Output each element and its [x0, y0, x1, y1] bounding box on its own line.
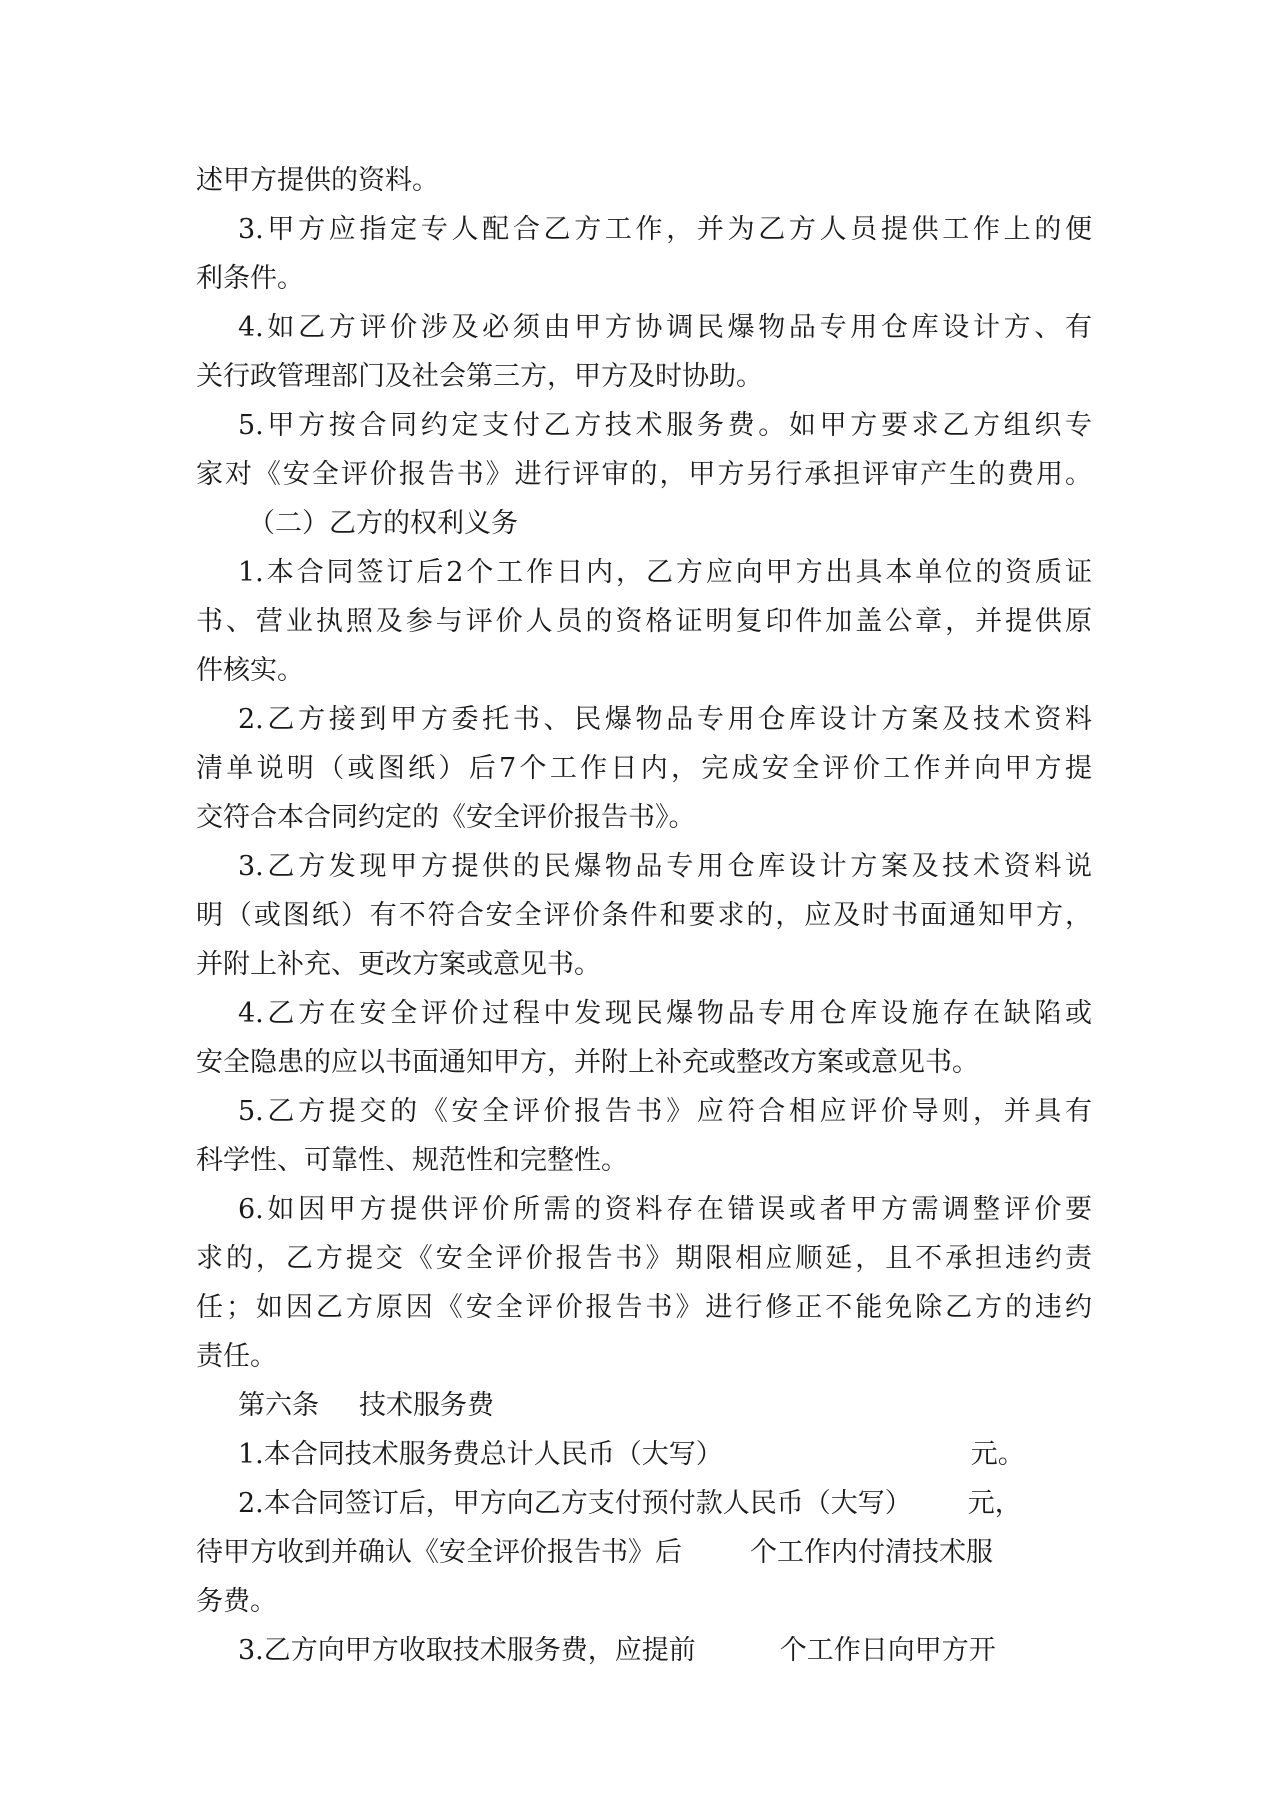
document-body — [196, 156, 1092, 1675]
fee-item-1-unit: 元。 — [970, 1439, 1025, 1470]
text-line: 家对《安全评价报告书》进行评审的，甲方另行承担评审产生的费用。 — [196, 459, 1092, 490]
article-heading — [196, 1381, 1092, 1430]
text-line: 述甲方提供的资料。 — [196, 165, 439, 196]
fee-item-3-tail: 个工作日向甲方开 — [779, 1635, 996, 1666]
text-line: 5.甲方按合同约定支付乙方技术服务费。如甲方要求乙方组织专 — [238, 410, 1092, 441]
text-line: 4.如乙方评价涉及必须由甲方协调民爆物品专用仓库设计方、有 — [238, 312, 1092, 343]
text-line: 任；如因乙方原因《安全评价报告书》进行修正不能免除乙方的违约 — [196, 1292, 1092, 1323]
article-number: 第六条 — [238, 1390, 319, 1421]
text-line: 明（或图纸）有不符合安全评价条件和要求的，应及时书面通知甲方， — [196, 900, 1092, 931]
article-title: 技术服务费 — [359, 1390, 494, 1421]
fee-item-2-text: 2.本合同签订后，甲方向乙方支付预付款人民币（大写） — [238, 1488, 912, 1519]
text-line: 利条件。 — [196, 263, 304, 294]
text-line: 科学性、可靠性、规范性和完整性。 — [196, 1145, 628, 1176]
text-line: 4.乙方在安全评价过程中发现民爆物品专用仓库设施存在缺陷或 — [238, 998, 1092, 1029]
fee-item-3-text: 3.乙方向甲方收取技术服务费，应提前 — [238, 1635, 696, 1666]
text-line: 务费。 — [196, 1586, 277, 1617]
fee-item-2 — [196, 1479, 1092, 1528]
text-line: 书、营业执照及参与评价人员的资格证明复印件加盖公章，并提供原 — [196, 606, 1092, 637]
text-line: 安全隐患的应以书面通知甲方，并附上补充或整改方案或意见书。 — [196, 1047, 979, 1078]
text-line: 件核实。 — [196, 655, 304, 686]
text-line: 6.如因甲方提供评价所需的资料存在错误或者甲方需调整评价要 — [238, 1194, 1092, 1225]
text-line: 3.甲方应指定专人配合乙方工作，并为乙方人员提供工作上的便 — [238, 214, 1092, 245]
fee-item-2-unit: 元， — [967, 1488, 1022, 1519]
text-line: 责任。 — [196, 1341, 277, 1372]
text-line: 2.乙方接到甲方委托书、民爆物品专用仓库设计方案及技术资料 — [238, 704, 1092, 735]
fee-item-3 — [196, 1626, 1092, 1675]
fee-item-2-cont-text: 待甲方收到并确认《安全评价报告书》后 — [196, 1537, 682, 1568]
text-line: 求的，乙方提交《安全评价报告书》期限相应顺延，且不承担违约责 — [196, 1243, 1092, 1274]
fee-item-2-continued — [196, 1528, 1092, 1577]
text-line: 清单说明（或图纸）后7个工作日内，完成安全评价工作并向甲方提 — [196, 753, 1092, 784]
text-line: 1.本合同签订后2个工作日内，乙方应向甲方出具本单位的资质证 — [238, 557, 1092, 588]
text-line: 并附上补充、更改方案或意见书。 — [196, 949, 601, 980]
text-line: 5.乙方提交的《安全评价报告书》应符合相应评价导则，并具有 — [238, 1096, 1092, 1127]
fee-item-2-cont-tail: 个工作内付清技术服 — [750, 1537, 993, 1568]
text-line: 3.乙方发现甲方提供的民爆物品专用仓库设计方案及技术资料说 — [238, 851, 1092, 882]
section-heading: （二）乙方的权利义务 — [248, 508, 518, 539]
fee-item-1 — [196, 1430, 1092, 1479]
text-line: 关行政管理部门及社会第三方，甲方及时协助。 — [196, 361, 763, 392]
text-line: 交符合本合同约定的《安全评价报告书》。 — [196, 802, 696, 833]
fee-item-1-text: 1.本合同技术服务费总计人民币（大写） — [238, 1439, 723, 1470]
